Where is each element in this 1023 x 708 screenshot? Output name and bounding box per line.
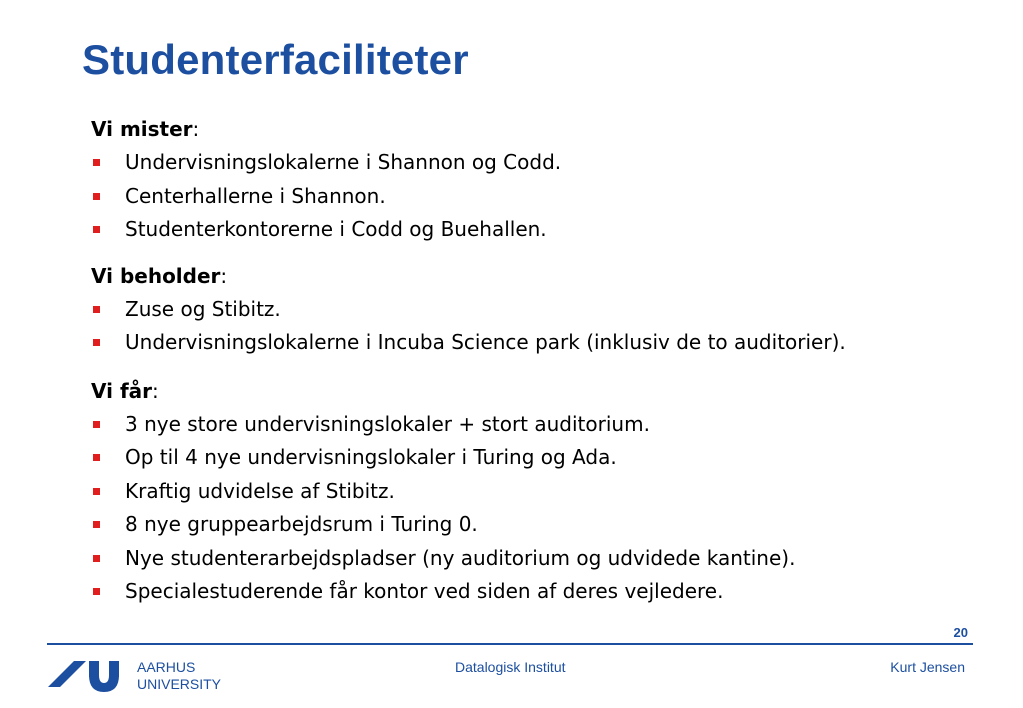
bullet-list	[91, 146, 1006, 247]
list-item: Op til 4 nye undervisningslokaler i Turing og Ada.	[91, 441, 1006, 475]
bullet-square-icon	[93, 421, 100, 428]
footer-divider	[47, 643, 973, 645]
bullet-square-icon	[93, 159, 100, 166]
bullet-list	[91, 293, 1006, 360]
bullet-square-icon	[93, 488, 100, 495]
section-vi-beholder	[91, 259, 1006, 360]
list-item: Undervisningslokalerne i Incuba Science park (inklusiv de to auditorier).	[91, 326, 1006, 360]
list-item: Zuse og Stibitz.	[91, 293, 1006, 327]
bullet-list	[91, 408, 1006, 609]
page-number: 20	[953, 625, 968, 640]
list-item: Kraftig udvidelse af Stibitz.	[91, 475, 1006, 509]
footer-author: Kurt Jensen	[890, 659, 965, 675]
bullet-square-icon	[93, 306, 100, 313]
list-item: Nye studenterarbejdspladser (ny auditorium og udvidede kantine).	[91, 542, 1006, 576]
list-item: Undervisningslokalerne i Shannon og Codd.	[91, 146, 1006, 180]
slide-content	[91, 112, 1006, 621]
bullet-square-icon	[93, 555, 100, 562]
section-heading: Vi får:	[91, 378, 159, 403]
list-item: 8 nye gruppearbejdsrum i Turing 0.	[91, 508, 1006, 542]
list-item: Studenterkontorerne i Codd og Buehallen.	[91, 213, 1006, 247]
list-item: Centerhallerne i Shannon.	[91, 180, 1006, 214]
list-item: 3 nye store undervisningslokaler + stort auditorium.	[91, 408, 1006, 442]
section-vi-mister	[91, 112, 1006, 247]
university-name: AARHUS UNIVERSITY	[137, 659, 222, 692]
bullet-square-icon	[93, 226, 100, 233]
aarhus-university-logo	[48, 655, 128, 695]
section-heading: Vi beholder:	[91, 263, 228, 288]
footer-institute: Datalogisk Institut	[455, 659, 566, 675]
bullet-square-icon	[93, 588, 100, 595]
section-heading: Vi mister:	[91, 117, 200, 141]
bullet-square-icon	[93, 521, 100, 528]
section-vi-faar	[91, 374, 1006, 609]
bullet-square-icon	[93, 454, 100, 461]
list-item: Specialestuderende får kontor ved siden af deres vejledere.	[91, 575, 1006, 609]
slide-title: Studenterfaciliteter	[82, 36, 469, 83]
bullet-square-icon	[93, 193, 100, 200]
bullet-square-icon	[93, 339, 100, 346]
